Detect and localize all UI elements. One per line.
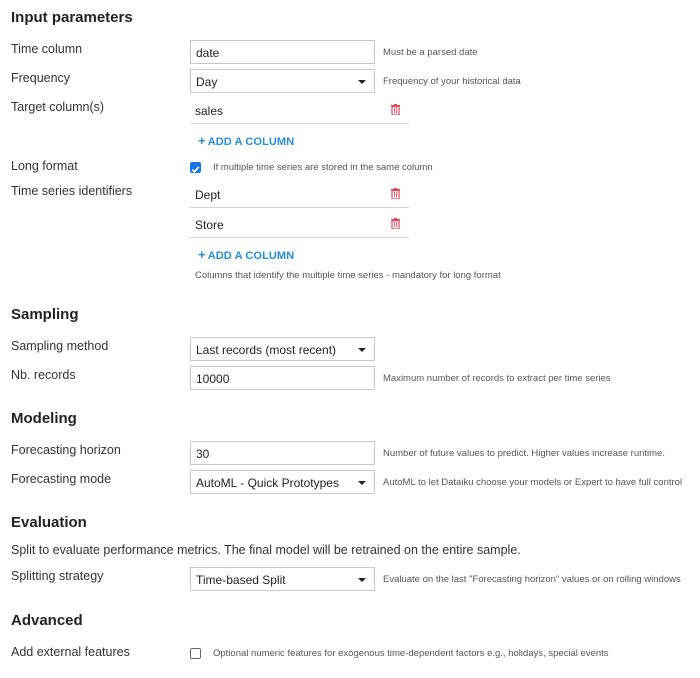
forecasting-horizon-value: 30: [196, 447, 210, 461]
section-title-evaluation: Evaluation: [11, 514, 87, 531]
time-column-input[interactable]: [190, 40, 375, 64]
add-target-column-button[interactable]: [198, 133, 294, 148]
frequency-help: Frequency of your historical data: [383, 76, 521, 87]
evaluation-description: Split to evaluate performance metrics. The final model will be retrained on the entire sample.: [11, 543, 521, 557]
identifier-item: [190, 180, 409, 208]
long-format-label: Long format: [11, 159, 78, 173]
forecasting-mode-value: AutoML - Quick Prototypes: [196, 476, 339, 490]
external-features-label: Add external features: [11, 645, 130, 659]
target-columns-label: Target column(s): [11, 100, 105, 114]
external-features-checkbox[interactable]: [190, 648, 201, 659]
caret-down-icon: [358, 578, 366, 582]
forecasting-mode-select[interactable]: [190, 470, 375, 494]
add-identifier-column-button[interactable]: [198, 247, 294, 262]
external-features-help: Optional numeric features for exogenous time-dependent factors e.g., holidays, special events: [213, 648, 609, 659]
trash-icon[interactable]: [391, 104, 400, 115]
sampling-method-label: Sampling method: [11, 339, 109, 353]
section-title-advanced: Advanced: [11, 612, 83, 629]
time-column-value: date: [196, 46, 220, 60]
splitting-strategy-value: Time-based Split: [196, 573, 286, 587]
target-column-value: sales: [195, 104, 224, 118]
sampling-method-value: Last records (most recent): [196, 343, 337, 357]
plus-icon: +: [198, 247, 206, 262]
check-icon: [190, 164, 201, 175]
nb-records-label: Nb. records: [11, 368, 76, 382]
target-column-item: [190, 96, 409, 124]
section-title-input-parameters: Input parameters: [11, 9, 133, 26]
caret-down-icon: [358, 481, 366, 485]
caret-down-icon: [358, 80, 366, 84]
add-identifier-column-label: ADD A COLUMN: [207, 250, 295, 262]
forecasting-mode-help: AutoML to let Dataiku choose your models or Expert to have full control: [383, 477, 683, 488]
identifier-item: [190, 210, 409, 238]
time-column-label: Time column: [11, 42, 83, 56]
plus-icon: +: [198, 133, 206, 148]
forecasting-horizon-help: Number of future values to predict. Higher values increase runtime.: [383, 448, 665, 459]
nb-records-value: 10000: [196, 372, 230, 386]
splitting-strategy-select[interactable]: [190, 567, 375, 591]
nb-records-input[interactable]: [190, 366, 375, 390]
trash-icon[interactable]: [391, 188, 400, 199]
time-series-identifiers-label: Time series identifiers: [11, 184, 133, 198]
identifier-value: Dept: [195, 188, 221, 202]
time-column-help: Must be a parsed date: [383, 47, 478, 58]
add-target-column-label: ADD A COLUMN: [207, 136, 295, 148]
forecasting-horizon-label: Forecasting horizon: [11, 443, 121, 457]
splitting-strategy-label: Splitting strategy: [11, 569, 104, 583]
caret-down-icon: [358, 348, 366, 352]
section-title-modeling: Modeling: [11, 410, 77, 427]
forecasting-horizon-input[interactable]: [190, 441, 375, 465]
sampling-method-select[interactable]: [190, 337, 375, 361]
frequency-label: Frequency: [11, 71, 71, 85]
trash-icon[interactable]: [391, 218, 400, 229]
frequency-value: Day: [196, 75, 218, 89]
identifiers-help: Columns that identify the multiple time series - mandatory for long format: [195, 270, 501, 281]
long-format-help: If multiple time series are stored in the same column: [213, 162, 433, 173]
nb-records-help: Maximum number of records to extract per time series: [383, 373, 611, 384]
forecasting-mode-label: Forecasting mode: [11, 472, 112, 486]
long-format-checkbox[interactable]: [190, 162, 201, 173]
frequency-select[interactable]: [190, 69, 375, 93]
section-title-sampling: Sampling: [11, 306, 79, 323]
splitting-strategy-help: Evaluate on the last "Forecasting horizon" values or on rolling windows: [383, 574, 681, 585]
identifier-value: Store: [195, 218, 224, 232]
